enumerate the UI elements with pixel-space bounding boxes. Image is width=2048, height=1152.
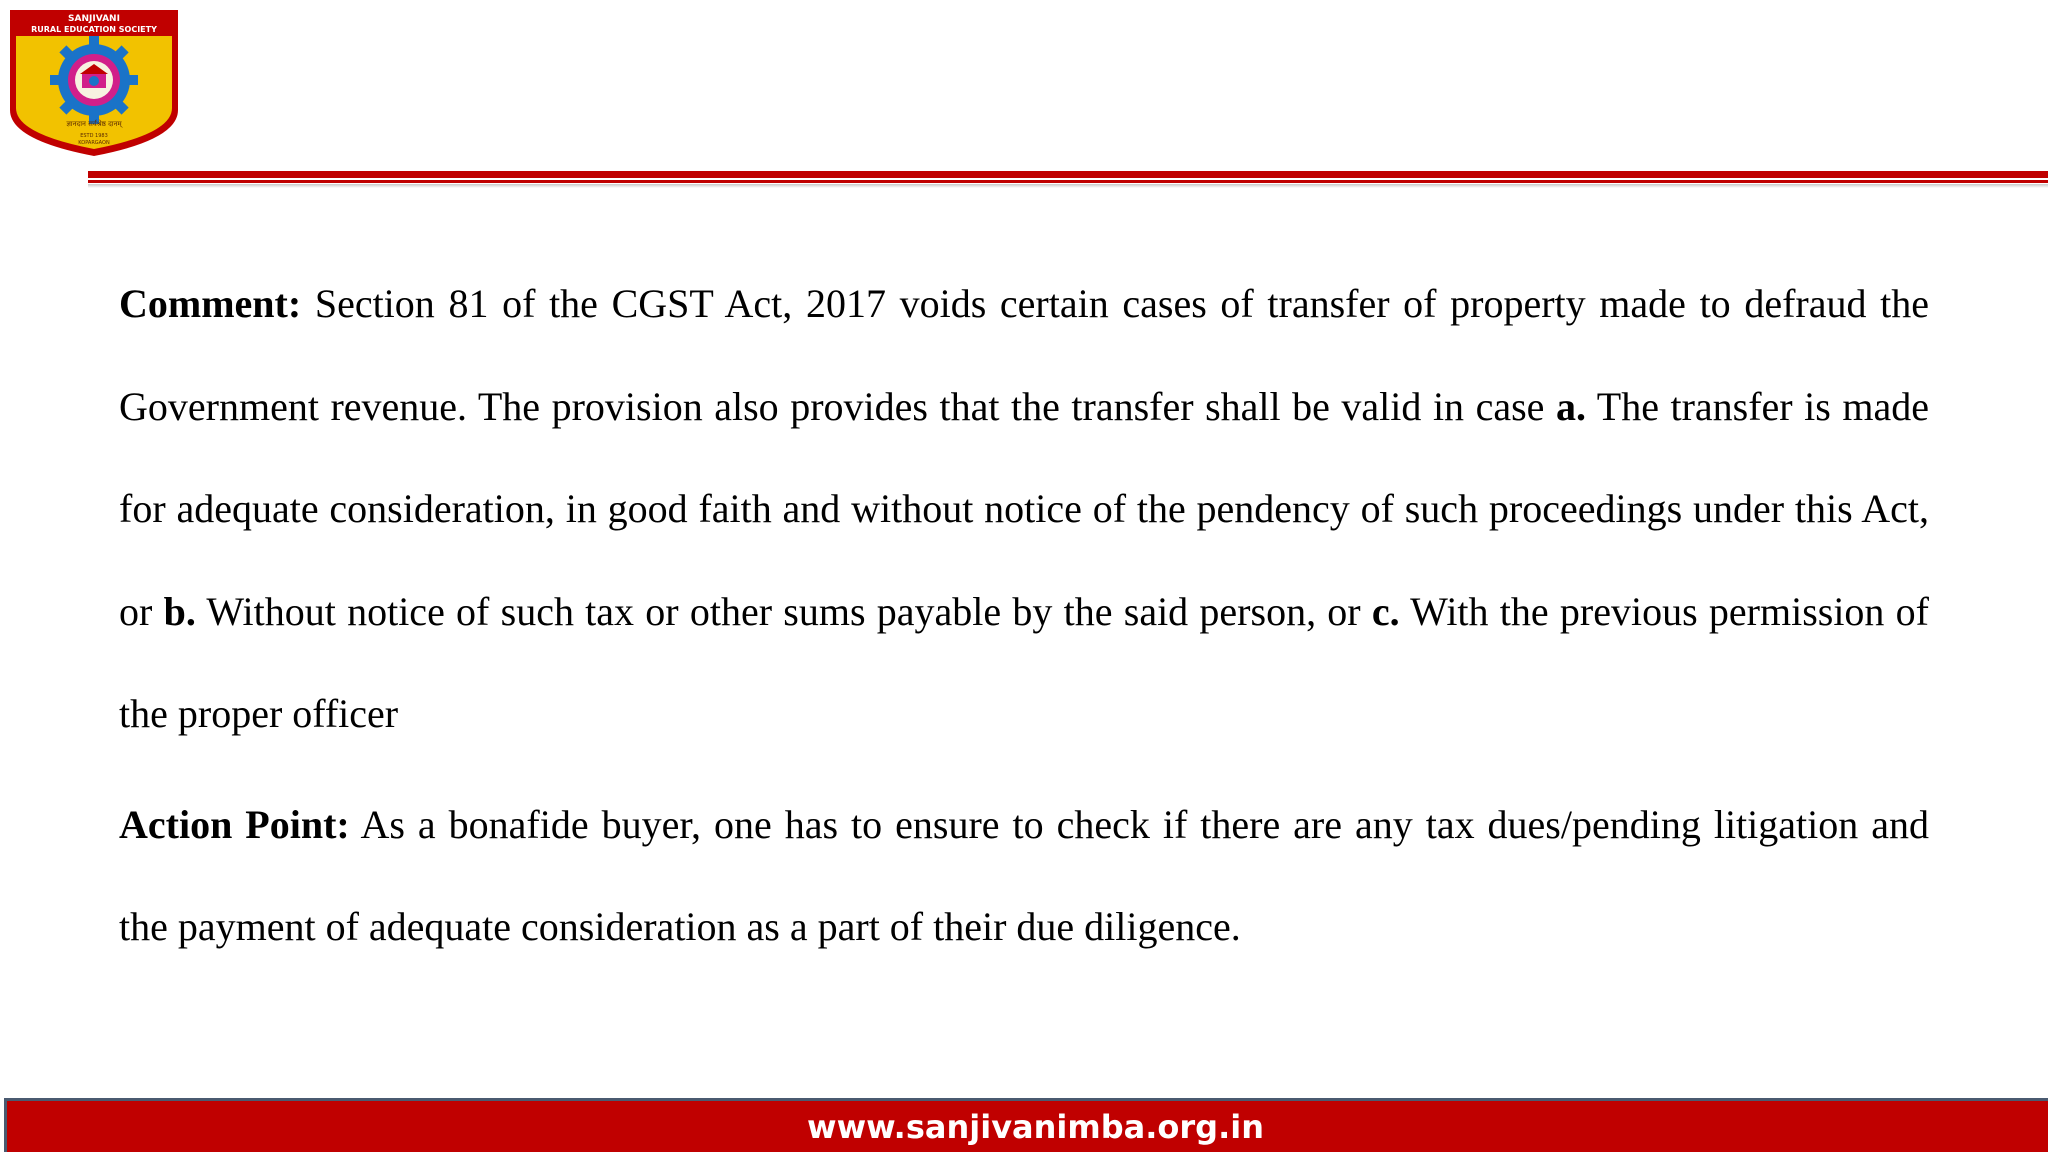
action-point-label: Action Point: [119,801,350,847]
action-point-paragraph [119,774,1929,979]
item-a-marker: a. [1555,383,1586,429]
sanjivani-logo [2,0,186,160]
item-c-text: With the previous permission of the proper officer [119,588,1929,736]
logo-estd: ESTD 1983 [80,133,108,139]
slide-body [119,253,1929,979]
header-rule-thick [88,171,2048,178]
comment-paragraph [119,253,1929,766]
logo-org-line2: RURAL EDUCATION SOCIETY [31,25,157,34]
header-rule-thin [88,180,2048,183]
action-point-text: As a bonafide buyer, one has to ensure to check if there are any tax dues/pending litigation and the payment of adequate consideration as a part of their due diligence. [119,801,1929,949]
item-b-text: Without notice of such tax or other sums payable by the said person, or [195,588,1372,634]
comment-label: Comment: [119,281,302,326]
item-c-marker: c. [1371,588,1400,634]
comment-intro: Section 81 of the CGST Act, 2017 voids certain cases of transfer of property made to defraud the Government revenue. The provision also provides that the transfer shall be valid in case [119,281,1929,429]
shield-emblem-icon [2,0,186,160]
footer-bar [4,1098,2048,1152]
item-a-text: The transfer is made for adequate consideration, in good faith and without notice of the pendency of such proceedings under this Act, or [119,383,1929,634]
logo-org-line1: SANJIVANI [68,14,120,24]
header-rule-shadow [88,184,2048,188]
footer-website-url: www.sanjivanimba.org.in [807,1107,1264,1146]
logo-motto: ज्ञानदान सर्वश्रेष्ठ दानम् [66,120,122,128]
item-b-marker: b. [163,588,196,634]
logo-place: KOPARGAON [78,140,110,146]
